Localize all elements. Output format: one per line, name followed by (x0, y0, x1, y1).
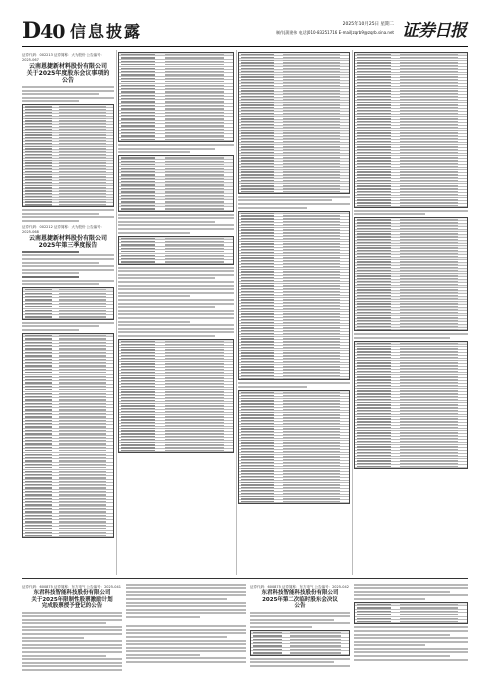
announcement-title-line: 东君科技智能科技股份有限公司 (33, 590, 111, 596)
announcement-body (354, 333, 468, 339)
newspaper-logo: 证券日报 (402, 21, 466, 41)
announcement-title-line: 2025年第二次临时股东会决议 (262, 596, 338, 603)
data-table (238, 52, 350, 194)
announcement-title-line: 公告 (61, 77, 74, 84)
data-table (118, 236, 234, 265)
announcement-body (250, 612, 350, 628)
issue-date: 2025年10月25日 星期二 (342, 22, 394, 27)
announcement-code: 证券代码：002213 证券简称：大为股份 公告编号：2025-067 (22, 53, 105, 62)
masthead (22, 20, 468, 44)
announcement-body (118, 214, 234, 234)
announcement-title-line: 云南恩捷新材料股份有限公司 (28, 63, 107, 70)
announcement-body (118, 144, 234, 153)
data-table (118, 52, 234, 142)
column-divider (236, 50, 237, 575)
announcement-body (250, 658, 350, 667)
masthead-rule (22, 46, 468, 47)
bottom-announcement-2 (250, 582, 350, 682)
announcement-header (250, 585, 350, 610)
announcement-title-line: 关于2025年度股东会议事项的 (26, 70, 110, 77)
page-digits: 40 (40, 21, 65, 43)
bottom-text-column (354, 582, 468, 682)
column-1 (22, 50, 114, 575)
data-table (22, 333, 114, 538)
announcement-code: 证券代码：600875 证券简称：东方电气 公告编号：2025-042 (250, 585, 349, 589)
column-divider (116, 50, 117, 575)
announcement-title-line: 云南恩捷新材料股份有限公司 (28, 234, 107, 242)
announcement-body (22, 612, 122, 672)
data-table (354, 341, 468, 469)
column-2 (118, 50, 234, 575)
announcement-body (354, 584, 468, 600)
data-table (22, 287, 114, 320)
data-table (354, 602, 468, 624)
announcement-body (354, 626, 468, 660)
announcement-title-line: 完成股票授予登记的公告 (41, 603, 103, 609)
page-letter: D (22, 18, 41, 44)
data-table (354, 217, 468, 331)
announcement-code: 证券代码：002212 证券简称：大为股份 公告编号：2025-068 (22, 224, 105, 234)
announcement-header (22, 585, 122, 610)
announcement-title-line: 2025年第三季度报告 (38, 241, 98, 249)
announcement-body (118, 267, 234, 337)
announcement-title-line: 公告 (294, 603, 306, 609)
data-table (250, 630, 350, 656)
data-table (118, 155, 234, 211)
announcement-body (22, 322, 114, 331)
page-number (22, 20, 65, 43)
bottom-announcement-1 (22, 582, 122, 682)
section-divider (22, 578, 468, 579)
data-table (238, 211, 350, 381)
announcement-title-line: 关于2025年限制性股票激励计划 (31, 596, 113, 603)
announcement-body (126, 584, 246, 663)
announcement-body (354, 210, 468, 216)
column-3 (238, 50, 350, 575)
announcement-header (22, 53, 114, 84)
data-table (22, 104, 114, 207)
section-title: 信息披露 (70, 22, 143, 41)
column-4 (354, 50, 468, 575)
data-table (118, 339, 234, 453)
announcement-body (238, 196, 350, 209)
announcement-body (238, 382, 350, 388)
announcement-header (22, 225, 114, 249)
bottom-text-column (126, 582, 246, 682)
announcement-title-line: 东君科技智能科技股份有限公司 (261, 590, 339, 596)
column-divider (352, 50, 353, 575)
announcement-code: 证券代码：600875 证券简称：东方电气 公告编号：2025-041 (22, 585, 121, 589)
data-table (354, 52, 468, 208)
announcement-body (22, 209, 114, 222)
announcement-body (22, 86, 114, 102)
editor-line: 制作|蒲建伟 电话|010-83251716 E-mail|zqrb9@zqrb.sina.net (275, 30, 394, 35)
announcement-body (22, 251, 114, 285)
data-table (238, 390, 350, 504)
